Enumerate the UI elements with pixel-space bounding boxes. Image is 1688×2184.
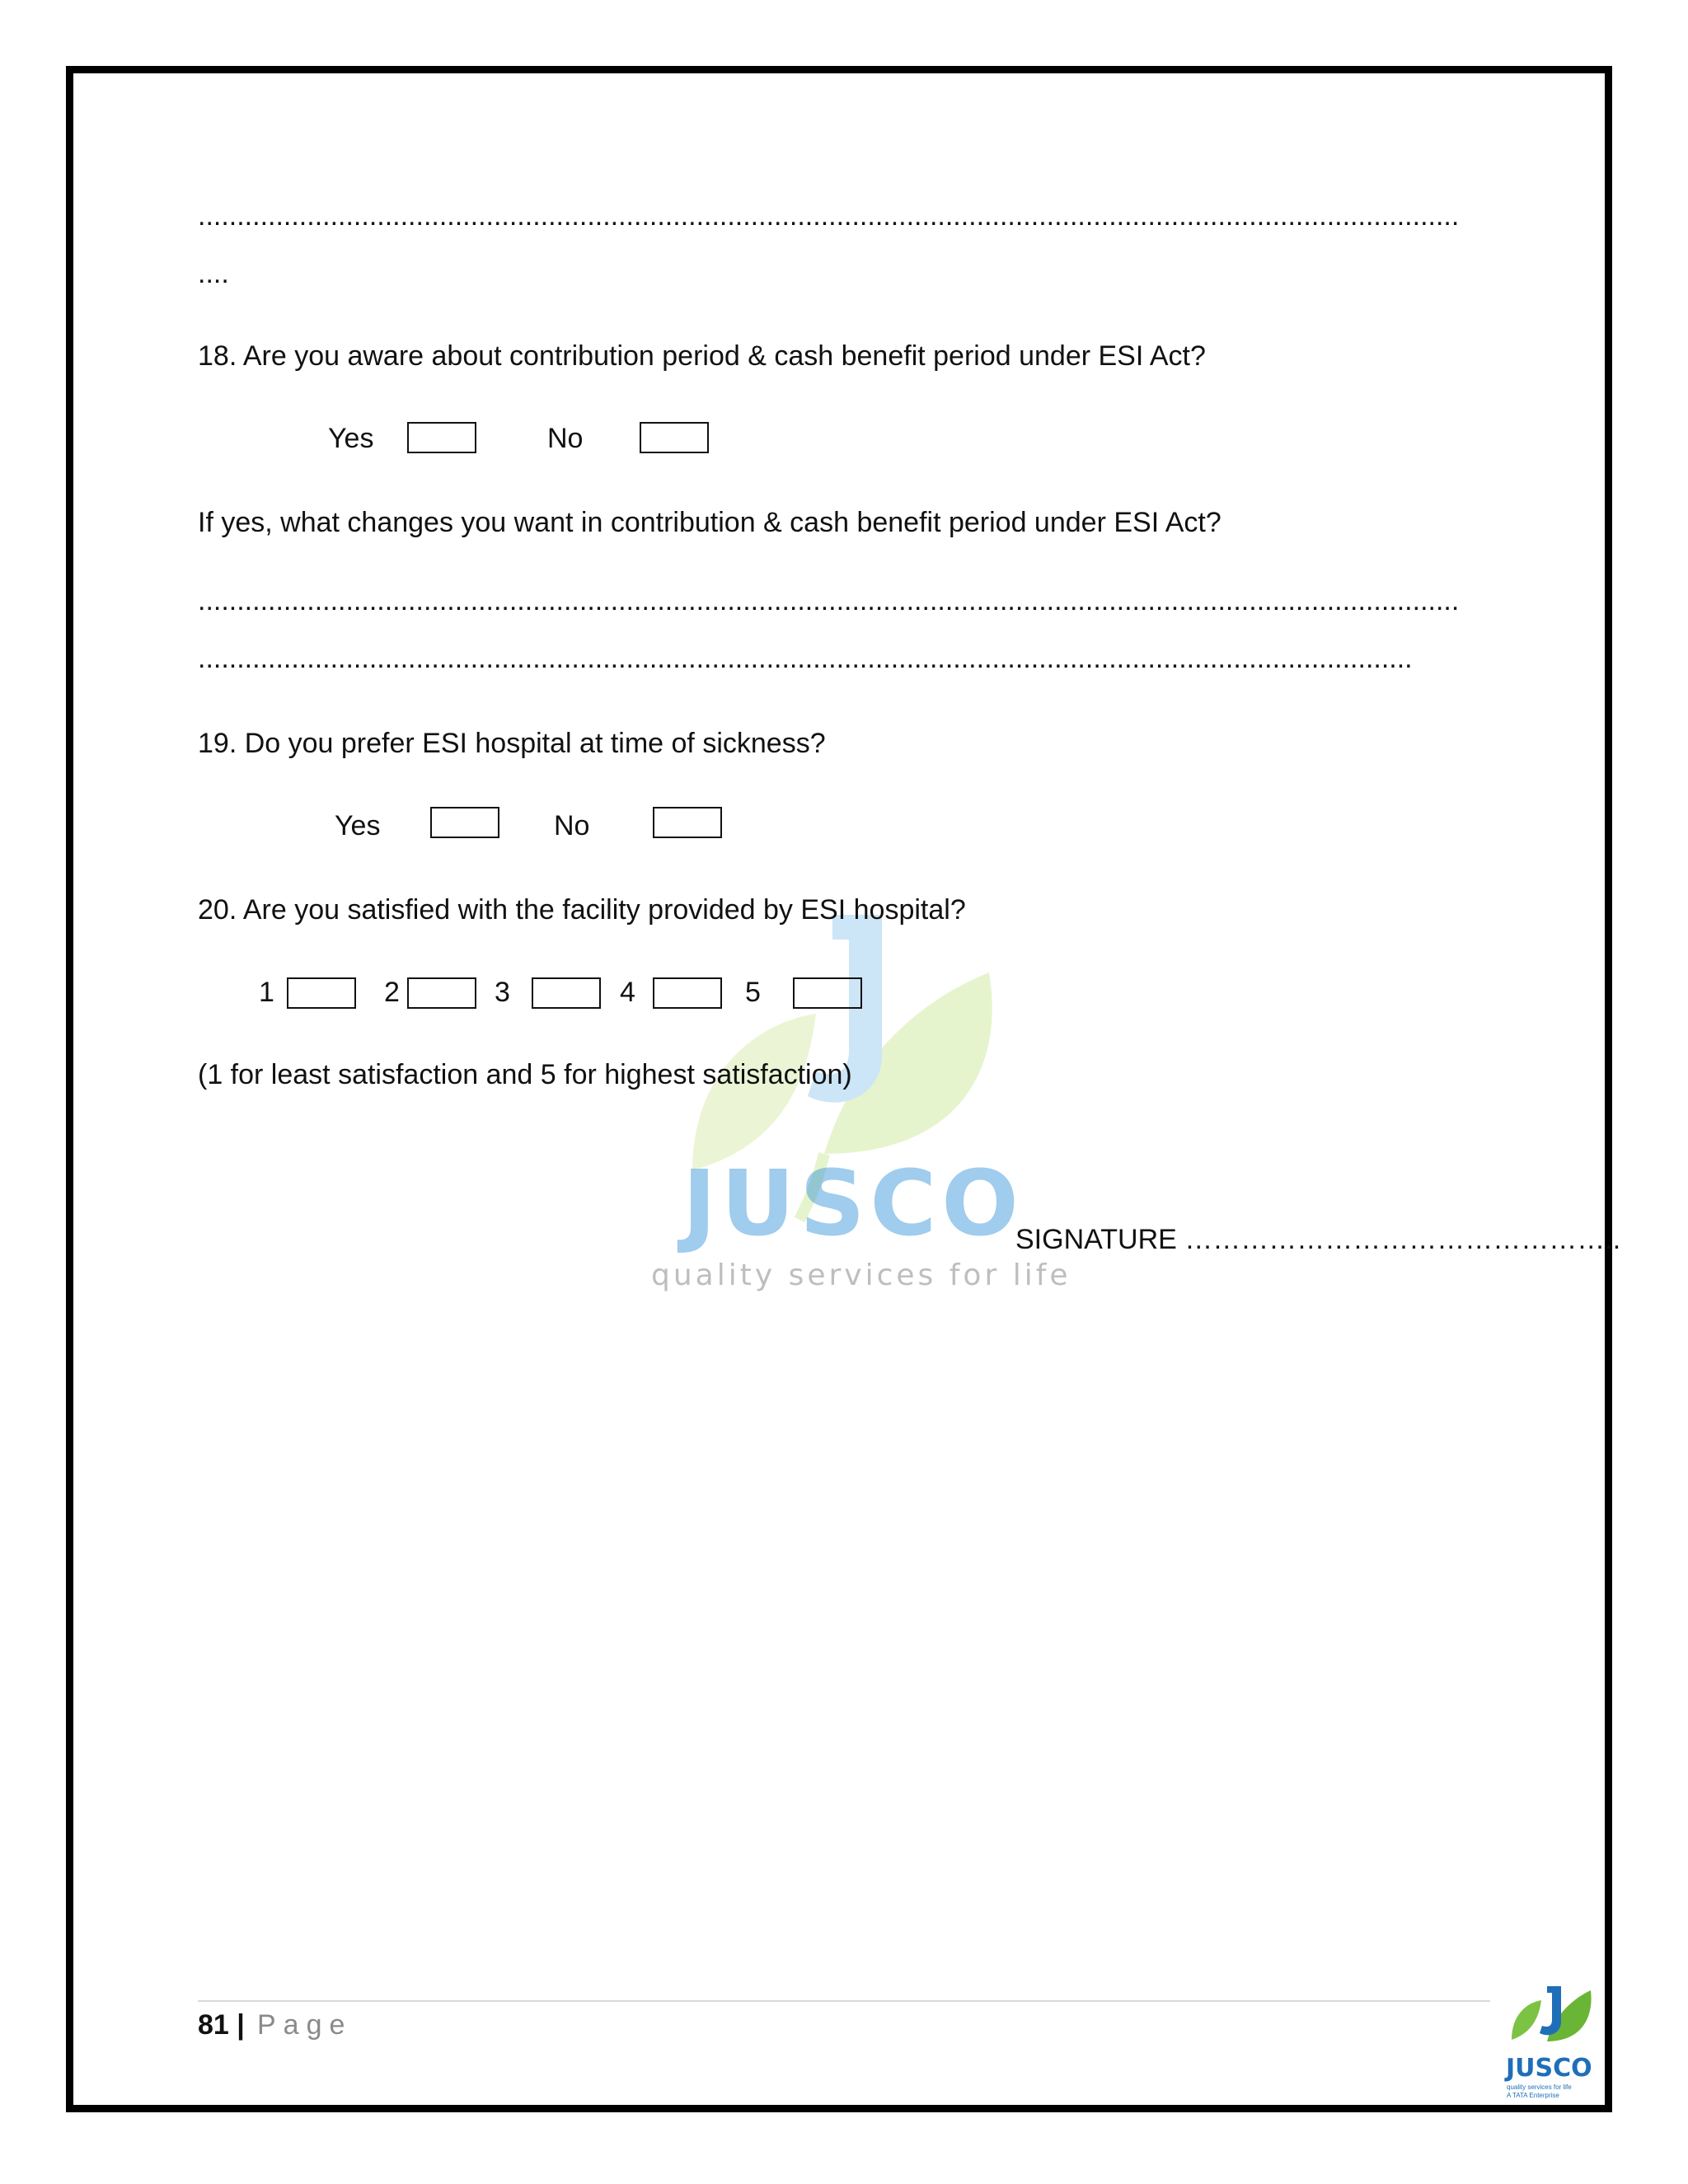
- signature-line: SIGNATURE ………………………………………..: [1015, 1224, 1621, 1255]
- q18-followup: If yes, what changes you want in contribution & cash benefit period under ESI Act?: [198, 507, 1221, 538]
- page-label: Page: [257, 2009, 353, 2041]
- rating-2-label: 2: [384, 977, 400, 1008]
- rating-1-checkbox[interactable]: [287, 977, 356, 1009]
- q18-yes-checkbox[interactable]: [407, 422, 476, 453]
- answer-line: ..................................................................................................................................................................: [198, 202, 1460, 230]
- logo-tagline: quality services for life A TATA Enterprise: [1507, 2083, 1572, 2099]
- footer-divider: [198, 2000, 1490, 2002]
- rating-5-label: 5: [745, 977, 761, 1008]
- jusco-watermark-icon: [643, 907, 1039, 1319]
- rating-3-label: 3: [495, 977, 510, 1008]
- question-20: 20. Are you satisfied with the facility provided by ESI hospital?: [198, 894, 966, 926]
- question-18: 18. Are you aware about contribution period & cash benefit period under ESI Act?: [198, 340, 1206, 372]
- rating-5-checkbox[interactable]: [793, 977, 862, 1009]
- q19-yes-label: Yes: [335, 810, 381, 841]
- answer-line: ..................................................................................................................................................................: [198, 587, 1460, 615]
- answer-line-continuation: ....: [198, 260, 229, 288]
- rating-1-label: 1: [259, 977, 274, 1008]
- q19-yes-checkbox[interactable]: [430, 807, 499, 838]
- rating-2-checkbox[interactable]: [407, 977, 476, 1009]
- watermark-brand: JUSCO: [682, 1151, 1024, 1256]
- rating-scale-note: (1 for least satisfaction and 5 for highest satisfaction): [198, 1059, 852, 1090]
- logo-brand: JUSCO: [1506, 2054, 1592, 2083]
- rating-4-checkbox[interactable]: [653, 977, 722, 1009]
- question-19: 19. Do you prefer ESI hospital at time of sickness?: [198, 728, 826, 759]
- watermark-tagline: quality services for life: [651, 1258, 1071, 1292]
- q18-no-checkbox[interactable]: [640, 422, 709, 453]
- page-number: 81 |: [198, 2009, 245, 2041]
- rating-3-checkbox[interactable]: [532, 977, 601, 1009]
- answer-line: ............................................................................................................................................................: [198, 644, 1413, 673]
- q19-no-label: No: [554, 810, 590, 841]
- rating-4-label: 4: [620, 977, 635, 1008]
- q19-no-checkbox[interactable]: [653, 807, 722, 838]
- q18-yes-label: Yes: [328, 423, 374, 454]
- q18-no-label: No: [547, 423, 584, 454]
